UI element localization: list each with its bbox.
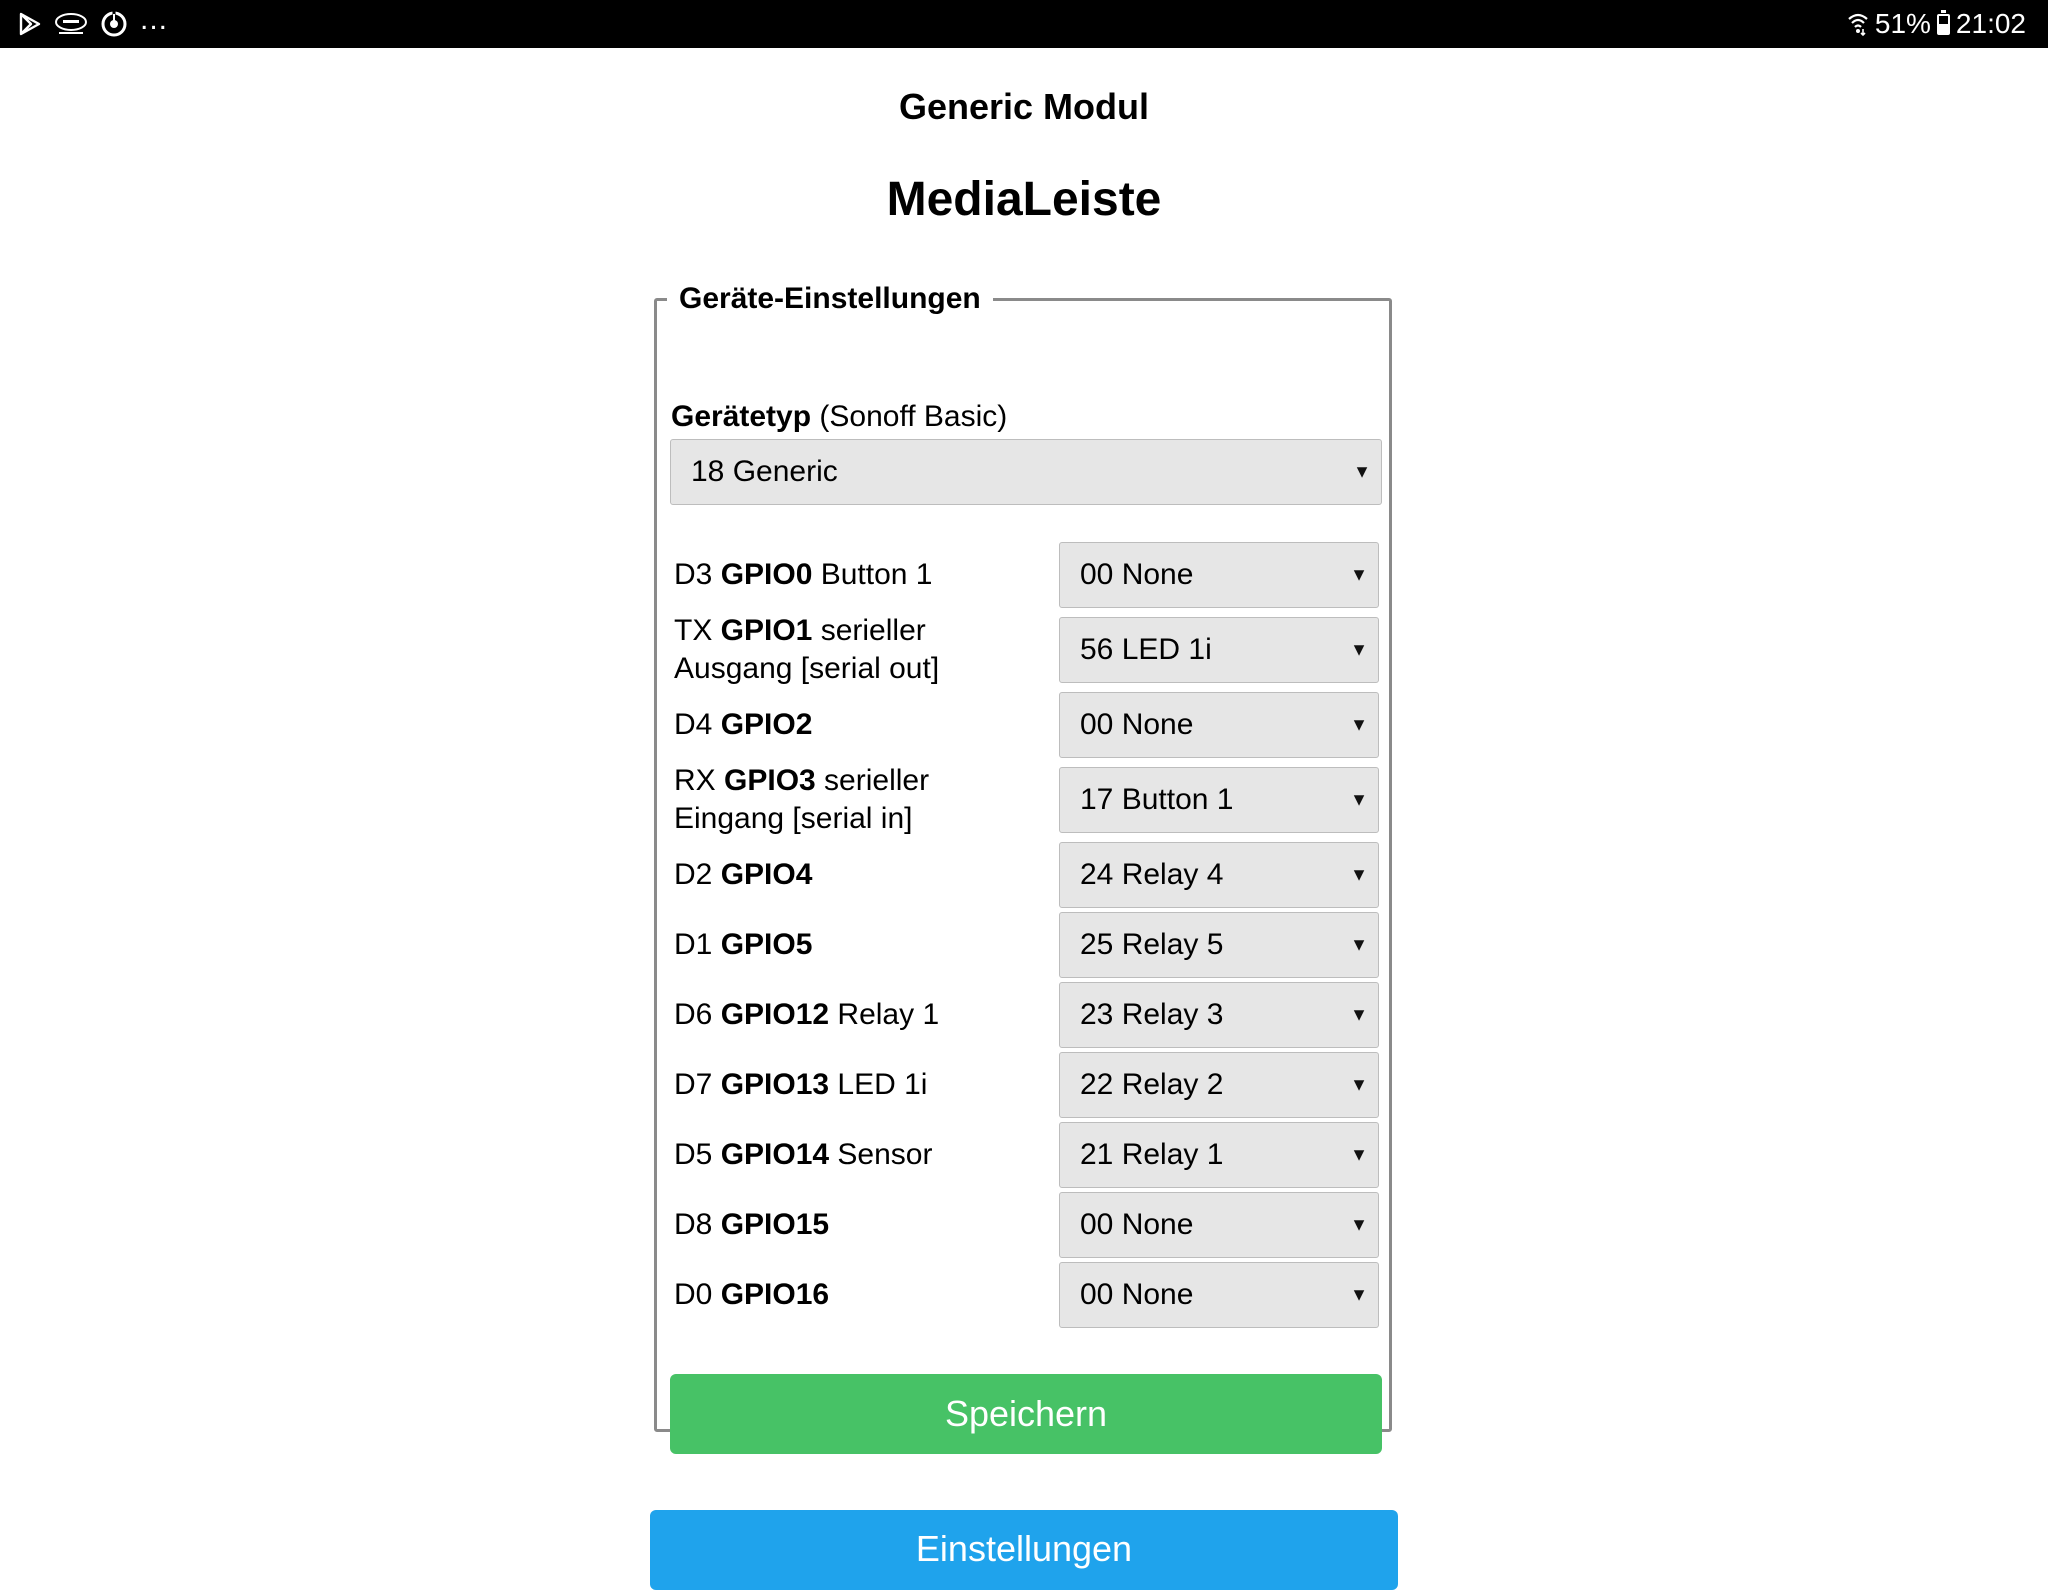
gpio-name: GPIO4: [720, 858, 813, 891]
gpio-name: GPIO16: [720, 1278, 830, 1311]
status-bar: [0, 0, 2048, 48]
gpio-name: GPIO5: [720, 928, 813, 961]
gpio-label-gpio13: [674, 1045, 1014, 1125]
gpio-label-text: [674, 612, 1014, 688]
settings-nav-button[interactable]: Einstellungen: [650, 1510, 1398, 1590]
gpio-pin-prefix: D4: [674, 708, 721, 741]
gpio-label-gpio14: [674, 1115, 1014, 1195]
gpio-select-gpio1[interactable]: [1059, 617, 1379, 683]
dropdown-arrow-icon: ▼: [1350, 1144, 1368, 1165]
gpio-default-function: serieller Eingang [serial in]: [674, 764, 930, 835]
clock: 21:02: [1955, 8, 2026, 39]
dropdown-arrow-icon: ▼: [1350, 864, 1368, 885]
gpio-select-value: 23 Relay 3: [1080, 998, 1224, 1031]
battery-fill: [1939, 24, 1948, 33]
gpio-pin-prefix: D2: [674, 858, 721, 891]
device-type-select[interactable]: [670, 439, 1382, 505]
gpio-pin-prefix: TX: [674, 614, 721, 647]
gpio-default-function: Relay 1: [829, 998, 940, 1031]
gpio-pin-prefix: D1: [674, 928, 721, 961]
gpio-select-value: 00 None: [1080, 708, 1194, 741]
dropdown-arrow-icon: ▼: [1350, 564, 1368, 585]
gpio-select-value: 00 None: [1080, 558, 1194, 591]
gpio-pin-prefix: D0: [674, 1278, 721, 1311]
gpio-name: GPIO0: [720, 558, 813, 591]
gpio-label-gpio2: [674, 685, 1014, 765]
dropdown-arrow-icon: ▼: [1350, 1284, 1368, 1305]
gpio-label-text: [674, 762, 1014, 838]
gpio-label-gpio15: [674, 1185, 1014, 1265]
gpio-select-value: 17 Button 1: [1080, 783, 1234, 816]
gpio-label-gpio1: [674, 610, 1014, 690]
fieldset-legend: Geräte-Einstellungen: [679, 282, 981, 315]
gpio-select-value: 24 Relay 4: [1080, 858, 1224, 891]
gpio-label-text: [674, 926, 812, 964]
gpio-label-gpio4: [674, 835, 1014, 915]
device-type-label: [671, 400, 1007, 434]
gpio-default-function: LED 1i: [829, 1068, 928, 1101]
gpio-label-gpio0: [674, 535, 1014, 615]
gpio-select-gpio4[interactable]: [1059, 842, 1379, 908]
wifi-icon: [1847, 11, 1869, 37]
gpio-name: GPIO15: [720, 1208, 830, 1241]
gpio-select-gpio13[interactable]: [1059, 1052, 1379, 1118]
ebay-icon: [54, 11, 88, 37]
gpio-name: GPIO13: [720, 1068, 830, 1101]
gpio-select-value: 00 None: [1080, 1278, 1194, 1311]
dropdown-arrow-icon: ▼: [1350, 934, 1368, 955]
device-type-hint: (Sonoff Basic): [819, 400, 1008, 433]
battery-icon: [1937, 14, 1950, 35]
dropdown-arrow-icon: ▼: [1350, 1004, 1368, 1025]
more-notifications-indicator: ...: [140, 3, 169, 36]
gpio-label-gpio3: [674, 760, 1014, 840]
gpio-label-text: [674, 1276, 829, 1314]
gpio-select-gpio16[interactable]: [1059, 1262, 1379, 1328]
gpio-pin-prefix: D5: [674, 1138, 721, 1171]
gpio-default-function: Sensor: [829, 1138, 933, 1171]
gpio-select-gpio14[interactable]: [1059, 1122, 1379, 1188]
gpio-label-text: [674, 556, 932, 594]
gpio-select-value: 00 None: [1080, 1208, 1194, 1241]
system-status: [1847, 0, 2026, 48]
save-button[interactable]: Speichern: [670, 1374, 1382, 1454]
gpio-label-text: [674, 706, 812, 744]
gpio-select-value: 25 Relay 5: [1080, 928, 1224, 961]
play-store-icon: [18, 12, 42, 36]
gpio-name: GPIO1: [720, 614, 813, 647]
module-subtitle: Generic Modul: [898, 86, 1150, 127]
device-settings-fieldset: [654, 282, 1392, 1432]
gpio-default-function: Button 1: [812, 558, 933, 591]
dropdown-arrow-icon: ▼: [1353, 461, 1371, 482]
gpio-select-gpio5[interactable]: [1059, 912, 1379, 978]
dropdown-arrow-icon: ▼: [1350, 1214, 1368, 1235]
gpio-label-text: [674, 1136, 932, 1174]
gpio-pin-prefix: D6: [674, 998, 721, 1031]
gpio-label-gpio16: [674, 1255, 1014, 1335]
gpio-label-text: [674, 1206, 829, 1244]
gpio-label-gpio5: [674, 905, 1014, 985]
gpio-label-text: [674, 996, 939, 1034]
device-type-value: 18 Generic: [691, 455, 838, 488]
dropdown-arrow-icon: ▼: [1350, 639, 1368, 660]
gpio-pin-prefix: D3: [674, 558, 721, 591]
gpio-pin-prefix: D7: [674, 1068, 721, 1101]
gpio-select-value: 21 Relay 1: [1080, 1138, 1224, 1171]
sync-icon: [100, 10, 128, 38]
gpio-name: GPIO12: [720, 998, 830, 1031]
notification-icons: [18, 3, 169, 40]
gpio-label-gpio12: [674, 975, 1014, 1055]
gpio-label-text: [674, 856, 812, 894]
dropdown-arrow-icon: ▼: [1350, 789, 1368, 810]
gpio-select-gpio2[interactable]: [1059, 692, 1379, 758]
gpio-pin-prefix: D8: [674, 1208, 721, 1241]
gpio-select-value: 56 LED 1i: [1080, 633, 1212, 666]
gpio-select-gpio0[interactable]: [1059, 542, 1379, 608]
device-type-label-text: Gerätetyp: [671, 400, 812, 433]
page-title: MediaLeiste: [886, 173, 1162, 226]
gpio-name: GPIO2: [720, 708, 813, 741]
gpio-select-gpio3[interactable]: [1059, 767, 1379, 833]
battery-percent: 51%: [1874, 8, 1931, 39]
gpio-name: GPIO14: [720, 1138, 830, 1171]
dropdown-arrow-icon: ▼: [1350, 1074, 1368, 1095]
gpio-pin-prefix: RX: [674, 764, 725, 797]
gpio-select-gpio15[interactable]: [1059, 1192, 1379, 1258]
dropdown-arrow-icon: ▼: [1350, 714, 1368, 735]
gpio-default-function: serieller Ausgang [serial out]: [674, 614, 940, 685]
gpio-name: GPIO3: [724, 764, 816, 797]
gpio-label-text: [674, 1066, 927, 1104]
gpio-select-gpio12[interactable]: [1059, 982, 1379, 1048]
gpio-select-value: 22 Relay 2: [1080, 1068, 1224, 1101]
